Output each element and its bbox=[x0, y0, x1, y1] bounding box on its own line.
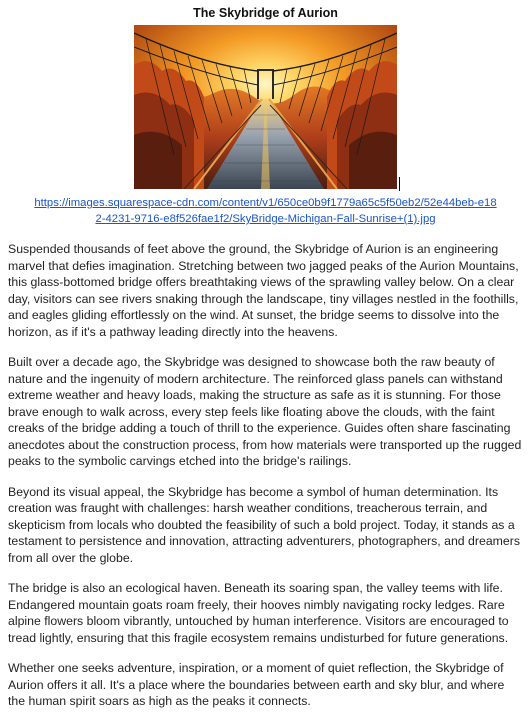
skybridge-sunrise-image[interactable] bbox=[134, 25, 397, 189]
hero-image-frame[interactable] bbox=[134, 25, 397, 189]
image-link-line-1: https://images.squarespace-cdn.com/content/v1/650ce0b9f1779a65c5f50eb2/52e44beb-e18 bbox=[34, 197, 497, 209]
paragraph-2: Built over a decade ago, the Skybridge was designed to showcase both the raw beauty of nature and the ingenuity of modern architecture. The reinforced glass panels can withstand extreme weather and heavy loads, making the structure as safe as it is stunning. For those brave enough to walk across, every step feels like floating above the clouds, with the faint creaks of the bridge adding a touch of thrill to the experience. Guides often share fascinating anecdotes about the construction process, from how materials were transported up the rugged peaks to the symbolic carvings etched into the bridge's railings. bbox=[8, 355, 522, 468]
paragraph-5: Whether one seeks adventure, inspiration, or a moment of quiet reflection, the Skybridge of Aurion offers it all. It's a place where the boundaries between earth and sky blur, and where the human spirit soars as high as the peaks it connects. bbox=[8, 661, 505, 708]
paragraph-4: The bridge is also an ecological haven. Beneath its soaring span, the valley teems with life. Endangered mountain goats roam freely, their hooves nimbly navigating rocky ledges. Rare alpine flowers bloom vibrantly, untouched by human interference. Visitors are encouraged to tread lightly, ensuring that this fragile ecosystem remains undisturbed for future generations. bbox=[8, 581, 509, 645]
image-link-line-2: 2-4231-9716-e8f526fae1f2/SkyBridge-Michigan-Fall-Sunrise+(1).jpg bbox=[95, 213, 436, 225]
image-source-link[interactable] bbox=[8, 195, 523, 227]
document-title: The Skybridge of Aurion bbox=[193, 6, 338, 20]
article-body bbox=[8, 241, 523, 710]
paragraph-3: Beyond its visual appeal, the Skybridge has become a symbol of human determination. Its creation was fraught with challenges: harsh weather conditions, treacherous terrain, and skepticism from locals who doubted the feasibility of such a bold project. Today, it stands as a testament to persistence and innovation, attracting adventurers, photographers, and dreamers from all over the globe. bbox=[8, 484, 520, 565]
text-cursor bbox=[399, 177, 401, 191]
paragraph-1: Suspended thousands of feet above the ground, the Skybridge of Aurion is an engineering marvel that defies imagination. Stretching between two jagged peaks of the Aurion Mountains, this glass-bottomed bridge offers breathtaking views of the sprawling valley below. On a clear day, visitors can see rivers snaking through the landscape, tiny villages nestled in the foothills, and eagles gliding effortlessly on the wind. At sunset, the bridge seems to dissolve into the horizon, as if it's a pathway leading directly into the heavens. bbox=[8, 242, 519, 339]
